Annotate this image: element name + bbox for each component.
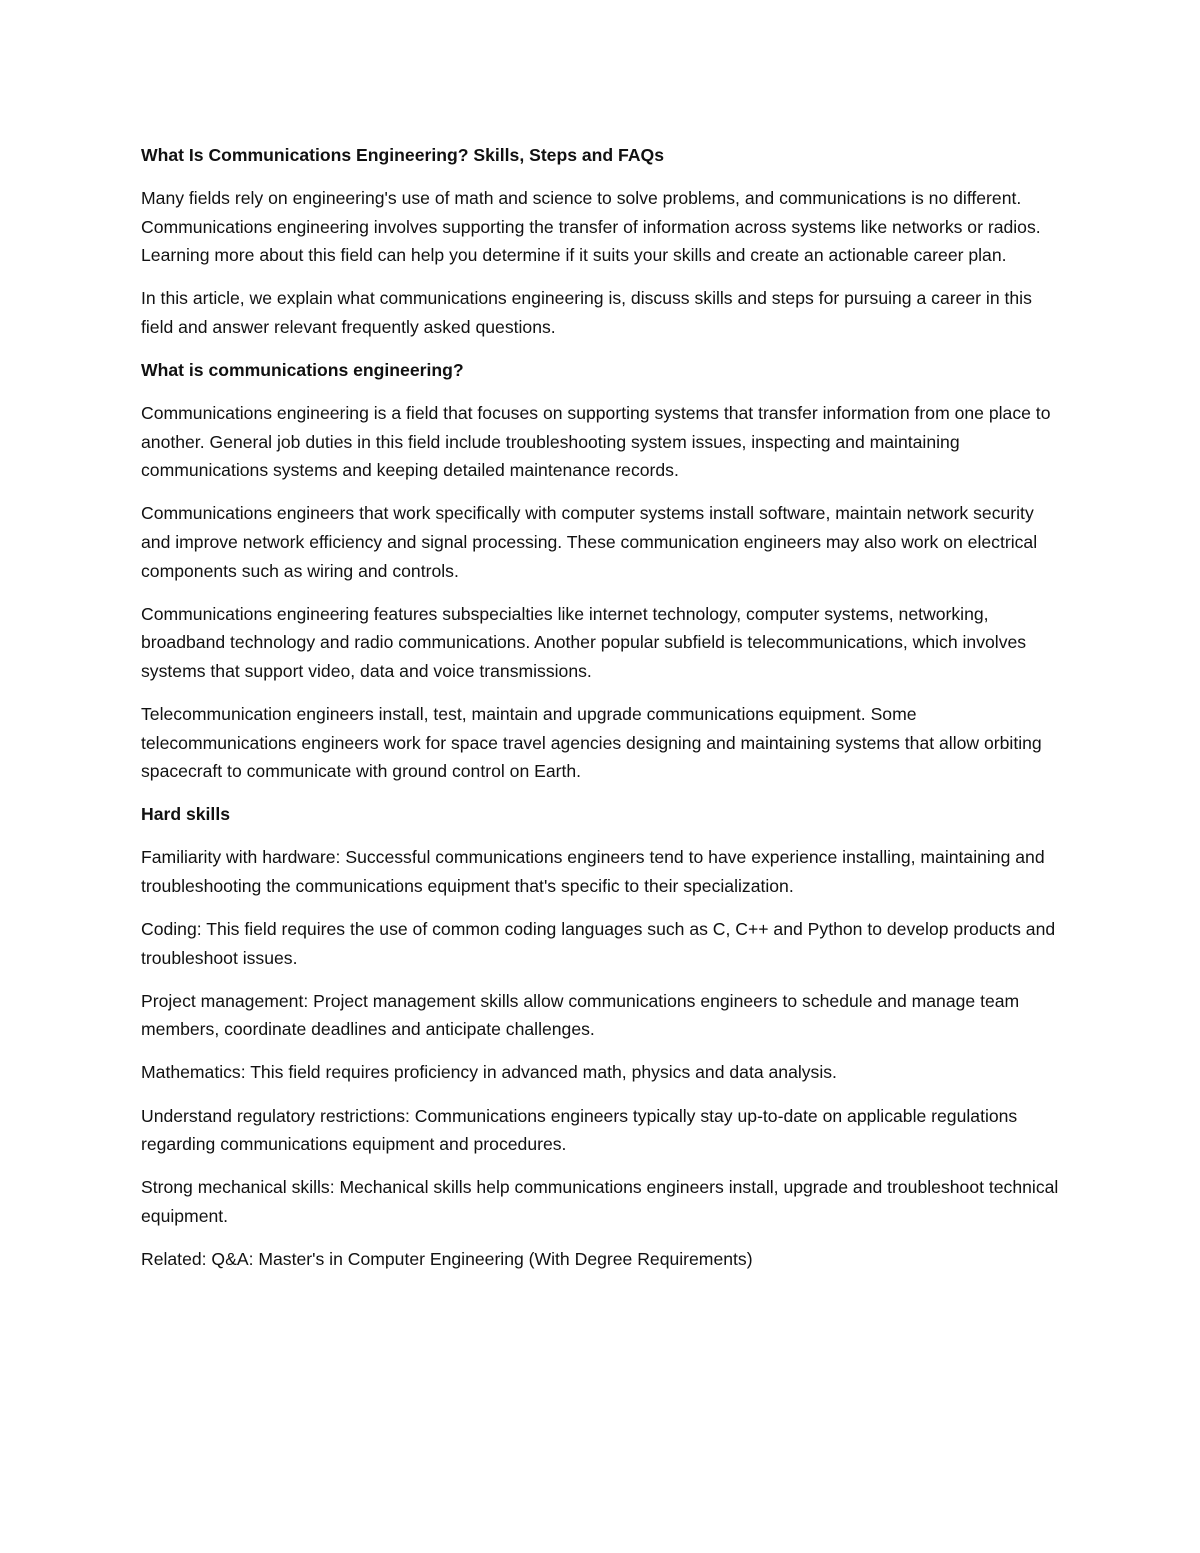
section-heading-hard-skills: Hard skills [141,804,230,825]
skill-paragraph: Project management: Project management skills allow communications engineers to schedule and manage team members, coordinate deadlines and anticipate challenges. [141,990,1020,1040]
section-heading-what-is: What is communications engineering? [141,360,464,381]
body-paragraph: Communications engineering is a field that focuses on supporting systems that transfer information from one place to another. General job duties in this field include troubleshooting system issues, inspecting and maintaining communications systems and keeping detailed maintenance records. [141,403,1051,481]
skill-paragraph: Coding: This field requires the use of common coding languages such as C, C++ and Python to develop products and troubleshoot issues. [141,919,1056,968]
skill-paragraph: Familiarity with hardware: Successful communications engineers tend to have experience installing, maintaining and troubleshooting the communications equipment that's specific to their specialization. [141,847,1045,896]
body-paragraph: Telecommunication engineers install, test, maintain and upgrade communications equipment. Some telecommunications engineers work for space travel agencies designing and maintaining systems that allow orbiting spacecraft to communicate with ground control on Earth. [141,704,1042,782]
skill-paragraph: Understand regulatory restrictions: Communications engineers typically stay up-to-date on applicable regulations regarding communications equipment and procedures. [141,1105,1018,1155]
skill-paragraph: Strong mechanical skills: Mechanical skills help communications engineers install, upgrade and troubleshoot technical equipment. [141,1177,1059,1226]
intro-paragraph: Many fields rely on engineering's use of math and science to solve problems, and communications is no different. Communications engineering involves supporting the transfer of information across systems like networks or radios. Learning more about this field can help you determine if it suits your skills and create an actionable career plan. [141,188,1041,266]
body-paragraph: Communications engineering features subspecialties like internet technology, computer systems, networking, broadband technology and radio communications. Another popular subfield is telecommunications, which involves systems that support video, data and voice transmissions. [141,603,1027,681]
document-body [141,141,1059,1288]
document-title: What Is Communications Engineering? Skills, Steps and FAQs [141,145,665,165]
article-summary-paragraph: In this article, we explain what communications engineering is, discuss skills and steps for pursuing a career in this field and answer relevant frequently asked questions. [141,288,1032,337]
body-paragraph: Communications engineers that work specifically with computer systems install software, maintain network security and improve network efficiency and signal processing. These communication engineers may also work on electrical components such as wiring and controls. [141,503,1038,581]
skill-paragraph: Mathematics: This field requires proficiency in advanced math, physics and data analysis. [141,1062,837,1083]
related-link-text: Related: Q&A: Master's in Computer Engineering (With Degree Requirements) [141,1248,753,1269]
